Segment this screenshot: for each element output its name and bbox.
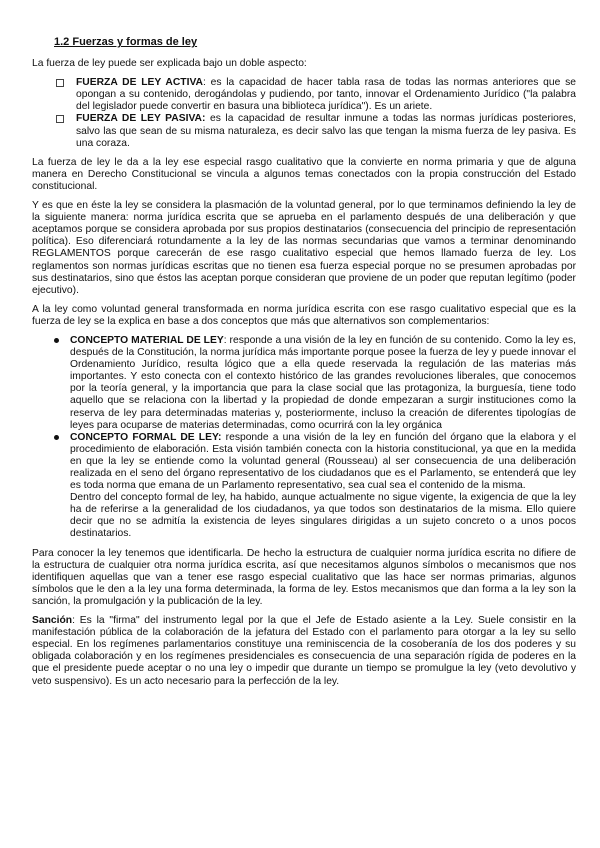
sancion-term: Sanción: [32, 615, 73, 627]
paragraph-conceptos: A la ley como voluntad general transformada en norma jurídica escrita con ese rasgo cualitativo especial que es la fuerza de ley se la explica en base a dos conceptos que más que alternativos son complementarios:: [32, 303, 576, 327]
concept-term: CONCEPTO MATERIAL DE LEY: [70, 334, 224, 346]
paragraph-sancion: [32, 615, 576, 688]
aspect-term: FUERZA DE LEY ACTIVA: [76, 77, 203, 89]
square-bullet-icon: [56, 115, 64, 123]
paragraph-identificacion: Para conocer la ley tenemos que identificarla. De hecho la estructura de cualquier norma jurídica escrita no difiere de la estructura de cualquier otra norma jurídica escrita, así que necesitamos algunos símbolos o mecanismos que nos identifiquen aquellas que van a tener ese rasgo especial cualitativo que las hace ser normas primarias, algunos símbolos que le den a la ley una forma determinada, la forma de ley. Estos mecanismos que dan forma a la ley son la sanción, la promulgación y la publicación de la ley.: [32, 547, 576, 607]
concept-extra-text: Dentro del concepto formal de ley, ha habido, aunque actualmente no sigue vigente, la exigencia de que la ley ha de referirse a la generalidad de los ciudadanos, ya que todos son destinatarios de la misma. Ello quiere decir que no se admitía la existencia de leyes singulares dirigidas a un sujeto concreto o a unos pocos destinatarios.: [70, 492, 576, 540]
aspect-term: FUERZA DE LEY PASIVA:: [76, 113, 206, 125]
concepts-list: [32, 335, 576, 541]
aspect-item-active: [32, 77, 576, 113]
paragraph-fuerza-de-ley: La fuerza de ley le da a la ley ese especial rasgo cualitativo que la convierte en norma primaria y que de alguna manera en Derecho Constitucional se vincula a algunos temas conectados con la propia construcción del Estado constitucional.: [32, 156, 576, 192]
concept-item-material: [32, 335, 576, 432]
sancion-text: : Es la "firma" del instrumento legal por la que el Jefe de Estado asiente a la Ley. Suele consistir en la manifestación pública de la colaboración de la jefatura del Estado con el parlamento para otorgar a la ley su sello especial. En los regímenes parlamentarios constituye una reminiscencia de la cosoberanía de los dos poderes y su obligada colaboración y en los regímenes presidenciales es consecuencia de una separación rígida de poderes en la que el presidente puede aceptar o no una ley o impedir que durante un tiempo se promulgue la ley (veto devolutivo y veto suspensivo). Es un acto necesario para la perfección de la ley.: [32, 615, 576, 687]
concept-item-formal: [32, 432, 576, 541]
aspect-text: es la capacidad de resultar inmune a todas las normas jurídicas posteriores, salvo las que sean de su misma naturaleza, es decir salvo las que tengan la misma fuerza de ley pasiva. Es una coraza.: [76, 113, 576, 149]
concept-term: CONCEPTO FORMAL DE LEY:: [70, 431, 222, 443]
concept-text: : responde a una visión de la ley en función de su contenido. Como la ley es, después de la Constitución, la norma jurídica más importante porque posee la fuerza de ley y puede innovar el Ordenamiento Jurídico, resulta lógico que a ella quede reservada la regulación de las materias más importantes. Y esto conecta con el contexto histórico de las grandes revoluciones liberales, que conocemos por la teoría general, y la importancia que para la clase social que las protagoniza, la burguesía, tiene todo aquello que se relaciona con la libertad y la propiedad de donde empezaran a surgir instituciones como la reserva de ley para determinadas materias y, posteriormente, incluso la creación de diferentes tipologías de leyes para ocuparse de materias determinadas, como ocurrirá con la ley orgánica: [70, 334, 576, 431]
bullet-icon: [54, 435, 59, 440]
bullet-icon: [54, 338, 59, 343]
intro-paragraph: La fuerza de ley puede ser explicada bajo un doble aspecto:: [32, 58, 307, 70]
section-title: 1.2 Fuerzas y formas de ley: [54, 36, 198, 48]
paragraph-voluntad-general: Y es que en éste la ley se considera la plasmación de la voluntad general, por lo que terminamos definiendo la ley de la siguiente manera: norma jurídica escrita que se aprueba en el parlamento después de una deliberación y que aceptamos porque se considera aprobada por sus propios destinatarios (consecuencia del principio de representación política). Eso diferenciará rotundamente a la ley de las normas secundarias que vamos a terminar denominando REGLAMENTOS porque carecerán de ese rasgo cualitativo especial que hemos llamado fuerza de ley. Los reglamentos son normas jurídicas escritas que no tienen esa fuerza especial porque no se presumen aprobadas por sus destinatarios, sino que éstos las aceptan porque consideran que proviene de un poder que reputan legítimo (poder ejecutivo).: [32, 200, 576, 296]
concept-text: responde a una visión de la ley en función del órgano que la elabora y el procedimiento de elaboración. Esta visión también conecta con la historia constitucional, ya que en la medida en que la ley se entiende como la voluntad general (Rousseau) al ser consecuencia de una deliberación realizada en el seno del órgano representativo de los ciudadanos que es el Parlamento, se entenderá que ley es toda norma que emana de un Parlamento representativo, sea cual sea el contenido de la misma.: [70, 431, 576, 492]
aspect-item-passive: [32, 113, 576, 149]
aspects-list: [32, 77, 576, 150]
square-bullet-icon: [56, 79, 64, 87]
aspect-text: : es la capacidad de hacer tabla rasa de todas las normas anteriores que se opongan a su contenido, derogándolas y pudiendo, por tanto, innovar el Ordenamiento Jurídico ("la palabra del legislador puede convertir en basura una biblioteca jurídica"). Es un ariete.: [76, 77, 576, 113]
